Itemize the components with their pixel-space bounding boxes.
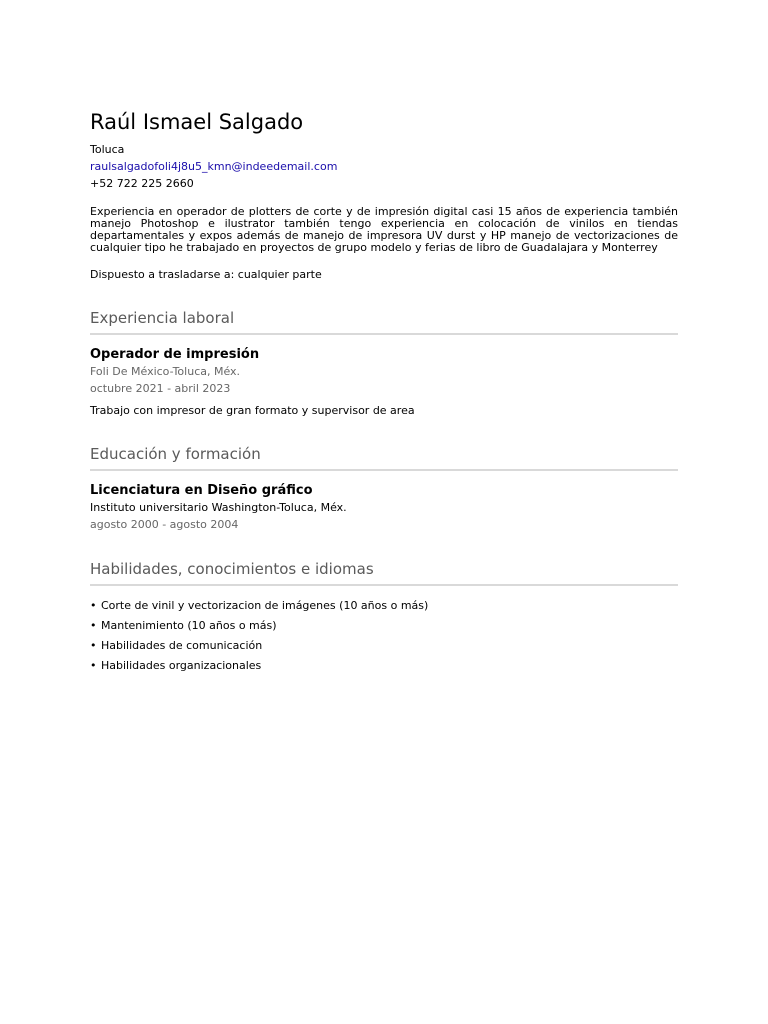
candidate-name: Raúl Ismael Salgado [90,110,304,134]
job-company: Foli De México-Toluca, Méx. [90,365,241,378]
candidate-city: Toluca [90,143,125,156]
professional-summary: Experiencia en operador de plotters de corte y de impresión digital casi 15 años de experiencia también manejo Photoshop e ilustrator también tengo experiencia en colocación de vinilos en tiendas departamentales y expos además de manejo de impresora UV durst y HP manejo de vectorizaciones de cualquier tipo he trabajado en proyectos de grupo modelo y ferias de libro de Guadalajara y Monterrey [90,205,678,254]
list-item [90,656,678,676]
skill-label: Corte de vinil y vectorizacion de imágenes (10 años o más) [101,599,429,612]
skills-section [90,559,678,676]
experience-heading: Experiencia laboral [90,308,678,335]
skills-heading: Habilidades, conocimientos e idiomas [90,559,678,586]
education-degree: Licenciatura en Diseño gráfico [90,483,313,498]
list-item [90,596,678,616]
candidate-email-link[interactable]: raulsalgadofoli4j8u5_kmn@indeedemail.com [90,160,338,173]
resume-page [90,108,678,676]
candidate-phone: +52 722 225 2660 [90,177,194,190]
job-title: Operador de impresión [90,347,260,362]
bullet-icon: • [90,639,97,652]
skill-label: Habilidades organizacionales [101,659,262,672]
education-dates: agosto 2000 - agosto 2004 [90,518,239,531]
job-dates: octubre 2021 - abril 2023 [90,382,231,395]
skills-list [90,596,678,676]
job-description: Trabajo con impresor de gran formato y supervisor de area [90,404,415,417]
bullet-icon: • [90,619,97,632]
bullet-icon: • [90,599,97,612]
skill-label: Habilidades de comunicación [101,639,263,652]
experience-section [90,308,678,418]
skill-label: Mantenimiento (10 años o más) [101,619,277,632]
relocation-preference: Dispuesto a trasladarse a: cualquier parte [90,268,322,281]
education-school: Instituto universitario Washington-Toluca, Méx. [90,501,347,514]
education-section [90,444,678,533]
experience-entry [90,347,678,418]
list-item [90,636,678,656]
education-heading: Educación y formación [90,444,678,471]
bullet-icon: • [90,659,97,672]
education-entry [90,483,678,533]
list-item [90,616,678,636]
